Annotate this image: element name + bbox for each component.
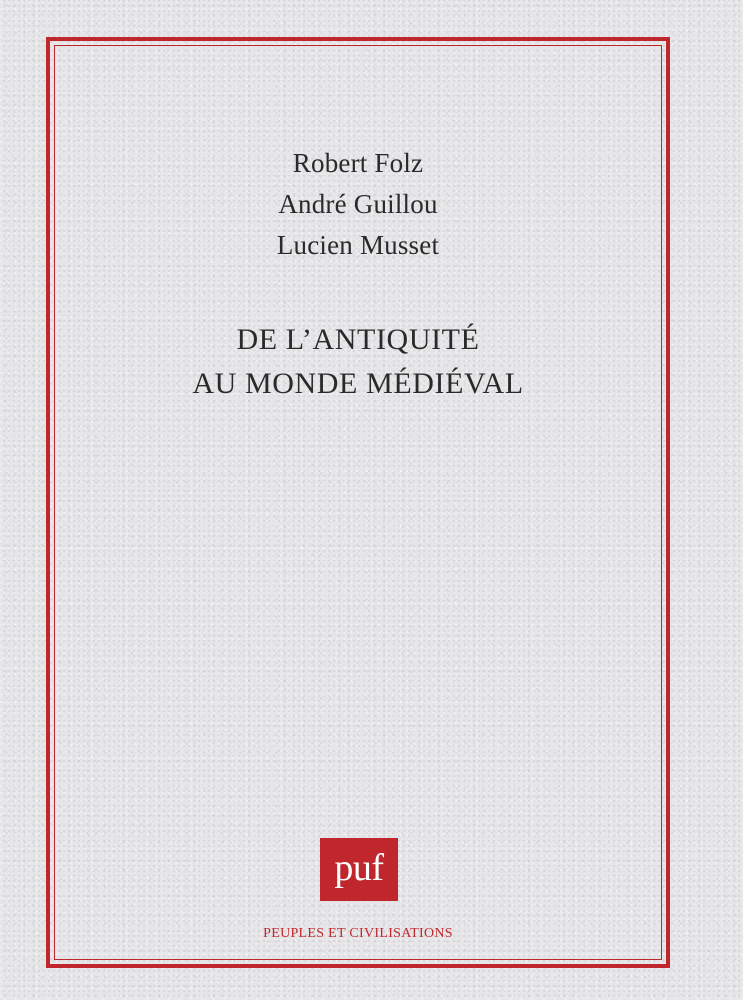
title-line: AU MONDE MÉDIÉVAL — [192, 367, 524, 400]
series-name: PEUPLES ET CIVILISATIONS — [263, 926, 453, 941]
author-name: Lucien Musset — [276, 230, 440, 260]
title-line: DE L’ANTIQUITÉ — [236, 323, 480, 356]
publisher-logo-text: puf — [334, 846, 384, 889]
book-title — [0, 318, 716, 406]
publisher-logo — [320, 838, 398, 901]
author-name: André Guillou — [278, 189, 438, 219]
author-name: Robert Folz — [292, 148, 424, 178]
author-list — [0, 143, 716, 266]
